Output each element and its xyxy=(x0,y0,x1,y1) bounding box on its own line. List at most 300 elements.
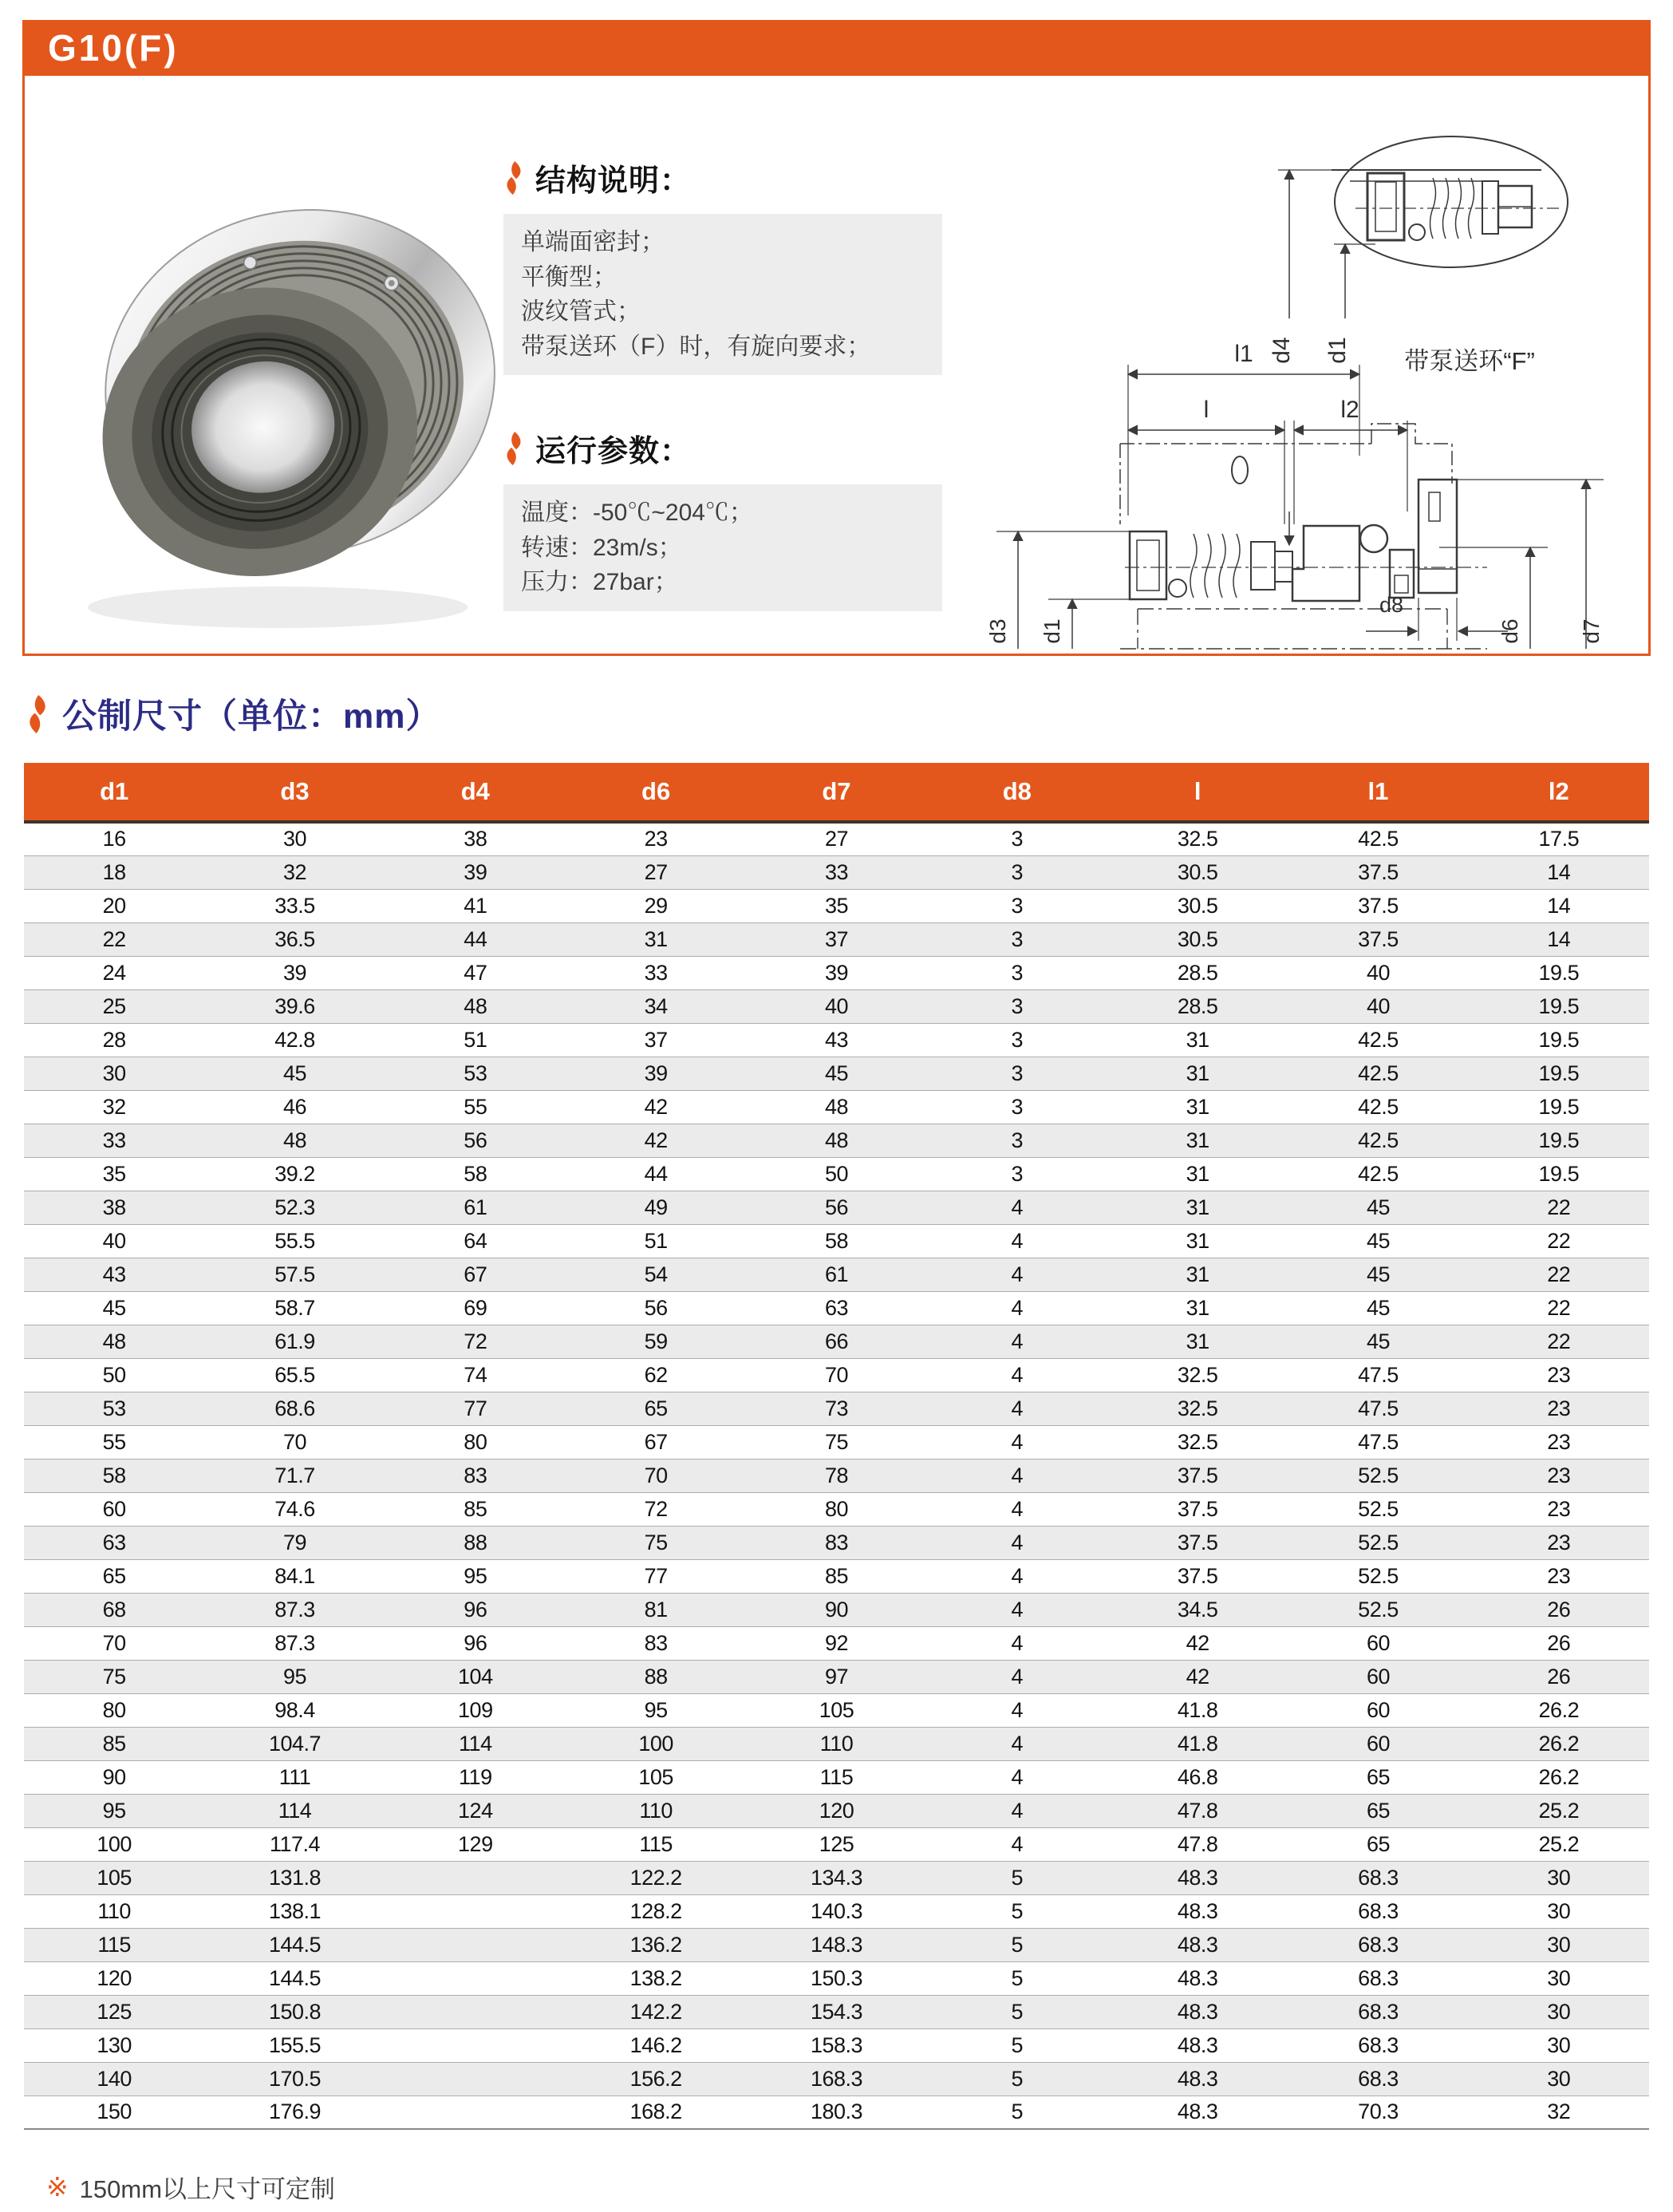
table-row xyxy=(24,1995,1649,2028)
table-cell: 80 xyxy=(102,1697,126,1722)
table-cell: 65 xyxy=(1366,1764,1390,1789)
table-cell: 37 xyxy=(824,926,848,951)
table-cell: 122.2 xyxy=(629,1865,682,1890)
dim-label-d4: d4 xyxy=(1269,337,1295,364)
table-cell: 42.5 xyxy=(1358,1161,1399,1186)
table-cell: 23 xyxy=(1547,1563,1571,1588)
flame-icon xyxy=(26,695,49,733)
table-cell: 33 xyxy=(102,1128,126,1152)
table-cell: 19.5 xyxy=(1538,1094,1580,1119)
table-cell: 47.8 xyxy=(1177,1798,1218,1823)
table-cell: 83 xyxy=(464,1463,487,1487)
table-cell: 23 xyxy=(1547,1396,1571,1420)
table-cell: 77 xyxy=(644,1563,668,1588)
table-cell: 4 xyxy=(1011,1764,1024,1789)
column-header: l1 xyxy=(1288,763,1468,822)
table-cell: 154.3 xyxy=(810,1999,863,2024)
table-row xyxy=(24,1157,1649,1191)
table-cell: 31 xyxy=(1186,1329,1209,1353)
table-cell: 45 xyxy=(1366,1295,1390,1320)
table-row xyxy=(24,889,1649,922)
table-cell: 23 xyxy=(1547,1463,1571,1487)
table-row xyxy=(24,1794,1649,1827)
table-cell: 4 xyxy=(1011,1463,1024,1487)
table-cell: 31 xyxy=(1186,1128,1209,1152)
table-cell: 42 xyxy=(1186,1630,1209,1655)
table-cell: 129 xyxy=(458,1831,493,1856)
table-cell: 90 xyxy=(102,1764,126,1789)
structure-line: 带泵送环（F）时，有旋向要求； xyxy=(521,333,871,360)
table-cell: 136.2 xyxy=(629,1932,682,1957)
table-cell: 81 xyxy=(644,1597,668,1621)
table-cell: 4 xyxy=(1011,1329,1024,1353)
table-cell: 19.5 xyxy=(1538,1061,1580,1085)
table-cell: 42 xyxy=(1186,1664,1209,1689)
description-column xyxy=(503,156,942,611)
table-cell: 48.3 xyxy=(1177,2032,1218,2057)
table-row xyxy=(24,1559,1649,1593)
table-cell: 156.2 xyxy=(629,2066,682,2091)
table-cell: 61 xyxy=(824,1262,848,1286)
table-cell: 31 xyxy=(1186,1061,1209,1085)
table-cell: 95 xyxy=(102,1798,126,1823)
dim-label-d7: d7 xyxy=(1579,618,1604,644)
table-cell: 45 xyxy=(1366,1329,1390,1353)
table-cell: 48 xyxy=(824,1094,848,1119)
structure-line: 平衡型； xyxy=(521,263,617,290)
table-cell: 33.5 xyxy=(274,893,315,918)
table-cell: 37.5 xyxy=(1358,893,1399,918)
table-cell: 80 xyxy=(824,1496,848,1521)
table-cell: 52.3 xyxy=(274,1195,315,1219)
table-cell: 23 xyxy=(1547,1362,1571,1387)
table-cell: 48.3 xyxy=(1177,2066,1218,2091)
table-cell: 32 xyxy=(102,1094,126,1119)
table-cell: 56 xyxy=(464,1128,487,1152)
table-cell: 58 xyxy=(102,1463,126,1487)
table-cell: 25 xyxy=(102,993,126,1018)
table-cell: 4 xyxy=(1011,1597,1024,1621)
table-cell: 180.3 xyxy=(810,2099,863,2124)
table-cell: 19.5 xyxy=(1538,1027,1580,1052)
table-cell: 63 xyxy=(102,1530,126,1554)
table-cell: 60 xyxy=(1366,1697,1390,1722)
table-cell: 31 xyxy=(1186,1262,1209,1286)
table-cell: 38 xyxy=(464,827,487,851)
table-cell: 3 xyxy=(1011,1094,1024,1119)
table-cell: 48 xyxy=(282,1128,307,1152)
table-cell: 67 xyxy=(464,1262,487,1286)
table-cell: 37 xyxy=(644,1027,668,1052)
column-header: l2 xyxy=(1469,763,1649,822)
table-row xyxy=(24,2028,1649,2062)
seal-ring-photo xyxy=(42,164,521,642)
table-cell: 4 xyxy=(1011,1831,1024,1856)
table-cell: 83 xyxy=(824,1530,848,1554)
flame-icon xyxy=(503,432,524,465)
table-cell: 95 xyxy=(644,1697,668,1722)
table-cell: 32 xyxy=(282,859,307,884)
table-row xyxy=(24,855,1649,889)
table-cell: 66 xyxy=(824,1329,848,1353)
table-cell: 98.4 xyxy=(274,1697,315,1722)
table-cell: 4 xyxy=(1011,1798,1024,1823)
table-cell: 56 xyxy=(824,1195,848,1219)
table-cell: 22 xyxy=(1547,1262,1571,1286)
table-cell: 58 xyxy=(464,1161,487,1186)
table-cell: 71.7 xyxy=(274,1463,315,1487)
table-cell xyxy=(385,1894,566,1928)
table-cell: 39.6 xyxy=(274,993,315,1018)
table-cell: 4 xyxy=(1011,1530,1024,1554)
table-cell: 55 xyxy=(464,1094,487,1119)
product-model-title: G10(F) xyxy=(48,27,179,69)
column-header: d7 xyxy=(746,763,926,822)
table-cell: 42.8 xyxy=(274,1027,315,1052)
table-cell: 68.3 xyxy=(1358,1898,1399,1923)
table-cell: 55 xyxy=(102,1429,126,1454)
params-line: 转速：23m/s； xyxy=(521,534,682,561)
table-cell: 65 xyxy=(1366,1831,1390,1856)
table-cell: 31 xyxy=(644,926,668,951)
table-cell: 4 xyxy=(1011,1396,1024,1420)
table-row xyxy=(24,1224,1649,1258)
column-header: d8 xyxy=(927,763,1107,822)
table-cell: 68.3 xyxy=(1358,1999,1399,2024)
structure-section-heading xyxy=(503,156,942,199)
table-cell: 65.5 xyxy=(274,1362,315,1387)
table-cell: 115 xyxy=(639,1831,673,1856)
table-cell: 3 xyxy=(1011,1061,1024,1085)
table-cell: 26.2 xyxy=(1538,1697,1580,1722)
table-cell: 67 xyxy=(644,1429,668,1454)
table-cell: 3 xyxy=(1011,859,1024,884)
table-cell: 105 xyxy=(97,1865,132,1890)
table-cell: 128.2 xyxy=(629,1898,682,1923)
table-row xyxy=(24,1660,1649,1693)
table-cell: 26 xyxy=(1547,1664,1571,1689)
table-cell: 25.2 xyxy=(1538,1798,1580,1823)
table-cell: 44 xyxy=(464,926,487,951)
table-cell: 48 xyxy=(824,1128,848,1152)
table-cell: 30 xyxy=(1547,2032,1571,2057)
table-cell: 70 xyxy=(644,1463,668,1487)
table-cell: 31 xyxy=(1186,1295,1209,1320)
table-cell: 78 xyxy=(824,1463,848,1487)
table-cell: 34.5 xyxy=(1177,1597,1218,1621)
table-cell: 23 xyxy=(644,827,668,851)
table-cell: 72 xyxy=(464,1329,487,1353)
table-cell: 30 xyxy=(102,1061,126,1085)
table-row xyxy=(24,1057,1649,1090)
table-cell: 61 xyxy=(464,1195,487,1219)
table-cell: 64 xyxy=(464,1228,487,1253)
table-cell xyxy=(385,1928,566,1961)
table-cell: 22 xyxy=(1547,1195,1571,1219)
table-cell: 30 xyxy=(1547,1898,1571,1923)
table-cell: 85 xyxy=(464,1496,487,1521)
reference-mark-icon: ※ xyxy=(46,2172,69,2202)
table-cell: 62 xyxy=(644,1362,668,1387)
table-cell: 142.2 xyxy=(629,1999,682,2024)
table-cell: 168.3 xyxy=(810,2066,863,2091)
table-cell: 23 xyxy=(1547,1496,1571,1521)
table-cell: 14 xyxy=(1547,859,1571,884)
table-cell: 4 xyxy=(1011,1664,1024,1689)
table-cell: 58.7 xyxy=(274,1295,315,1320)
table-cell: 111 xyxy=(278,1764,311,1789)
dim-label-l2: l2 xyxy=(1340,397,1359,423)
table-cell: 37.5 xyxy=(1358,926,1399,951)
table-cell: 75 xyxy=(824,1429,848,1454)
table-cell: 26 xyxy=(1547,1630,1571,1655)
table-cell: 5 xyxy=(1011,2099,1024,2124)
table-cell: 30.5 xyxy=(1177,926,1218,951)
table-cell: 22 xyxy=(102,926,126,951)
table-cell: 3 xyxy=(1011,827,1024,851)
table-cell: 56 xyxy=(644,1295,668,1320)
table-row xyxy=(24,1492,1649,1526)
table-cell: 34 xyxy=(644,993,668,1018)
dim-label-d3: d3 xyxy=(985,618,1010,644)
table-cell: 68.3 xyxy=(1358,1965,1399,1990)
cross-section-drawing xyxy=(929,81,1639,650)
table-cell: 110 xyxy=(639,1798,673,1823)
table-cell: 3 xyxy=(1011,926,1024,951)
table-cell: 33 xyxy=(644,960,668,985)
table-cell: 3 xyxy=(1011,993,1024,1018)
table-cell: 73 xyxy=(824,1396,848,1420)
table-cell xyxy=(385,1861,566,1894)
table-cell: 42.5 xyxy=(1358,1027,1399,1052)
table-cell: 39.2 xyxy=(274,1161,315,1186)
table-cell: 5 xyxy=(1011,1999,1024,2024)
dim-label-l: l xyxy=(1203,397,1209,423)
table-cell: 52.5 xyxy=(1358,1530,1399,1554)
column-header: d1 xyxy=(24,763,204,822)
table-cell: 31 xyxy=(1186,1195,1209,1219)
table-row xyxy=(24,822,1649,855)
table-cell: 16 xyxy=(102,827,126,851)
table-cell: 30.5 xyxy=(1177,859,1218,884)
technical-drawing xyxy=(929,81,1639,654)
table-cell: 48.3 xyxy=(1177,2099,1218,2124)
table-cell: 140 xyxy=(97,2066,132,2091)
table-cell: 35 xyxy=(102,1161,126,1186)
params-heading-text: 运行参数： xyxy=(535,435,692,468)
title-banner xyxy=(22,20,1651,76)
params-line: 温度：-50℃~204℃； xyxy=(521,500,753,526)
table-cell: 75 xyxy=(102,1664,126,1689)
table-cell: 120 xyxy=(97,1965,132,1990)
table-cell: 65 xyxy=(644,1396,668,1420)
table-cell: 27 xyxy=(644,859,668,884)
table-cell: 51 xyxy=(464,1027,487,1052)
table-row xyxy=(24,1425,1649,1459)
table-cell: 52.5 xyxy=(1358,1496,1399,1521)
table-header-row xyxy=(24,763,1649,822)
table-cell: 131.8 xyxy=(268,1865,322,1890)
table-cell: 68.3 xyxy=(1358,2032,1399,2057)
table-cell: 138.1 xyxy=(268,1898,322,1923)
table-cell: 97 xyxy=(824,1664,848,1689)
table-cell: 138.2 xyxy=(629,1965,682,1990)
table-cell: 41 xyxy=(464,893,487,918)
table-cell: 30 xyxy=(1547,1965,1571,1990)
table-cell: 48 xyxy=(102,1329,126,1353)
table-cell: 4 xyxy=(1011,1563,1024,1588)
table-cell: 31 xyxy=(1186,1161,1209,1186)
table-cell: 30 xyxy=(1547,1865,1571,1890)
table-cell: 146.2 xyxy=(629,2032,682,2057)
table-cell: 54 xyxy=(644,1262,668,1286)
table-cell: 114 xyxy=(459,1731,492,1756)
table-cell: 48.3 xyxy=(1177,1898,1218,1923)
table-row xyxy=(24,1693,1649,1727)
structure-description xyxy=(503,214,942,375)
table-row xyxy=(24,1760,1649,1794)
table-cell: 87.3 xyxy=(274,1630,315,1655)
table-cell: 30.5 xyxy=(1177,893,1218,918)
metric-section-title xyxy=(26,689,440,738)
table-cell: 5 xyxy=(1011,1965,1024,1990)
dim-label-d1-left: d1 xyxy=(1040,618,1064,644)
table-cell: 5 xyxy=(1011,1898,1024,1923)
table-cell: 176.9 xyxy=(268,2099,322,2124)
table-cell: 32.5 xyxy=(1177,827,1218,851)
table-cell xyxy=(385,2028,566,2062)
table-cell: 19.5 xyxy=(1538,1161,1580,1186)
table-cell: 65 xyxy=(102,1563,126,1588)
table-cell: 47.8 xyxy=(1177,1831,1218,1856)
table-cell: 150.3 xyxy=(810,1965,863,1990)
table-cell xyxy=(385,1995,566,2028)
table-row xyxy=(24,1023,1649,1057)
params-description xyxy=(503,484,942,611)
table-cell: 104 xyxy=(458,1664,493,1689)
table-cell: 3 xyxy=(1011,893,1024,918)
table-cell: 100 xyxy=(638,1731,673,1756)
table-cell: 52.5 xyxy=(1358,1563,1399,1588)
table-cell: 4 xyxy=(1011,1195,1024,1219)
table-cell: 40 xyxy=(1366,960,1390,985)
table-cell: 70 xyxy=(824,1362,848,1387)
footnote-text: 150mm以上尺寸可定制 xyxy=(79,2175,336,2203)
structure-line: 单端面密封； xyxy=(521,229,665,255)
table-row xyxy=(24,956,1649,989)
table-row xyxy=(24,1392,1649,1425)
table-cell: 115 xyxy=(819,1764,854,1789)
table-cell: 40 xyxy=(102,1228,126,1253)
table-body xyxy=(24,822,1649,2129)
table-row xyxy=(24,1090,1649,1124)
table-cell: 5 xyxy=(1011,2066,1024,2091)
table-cell: 49 xyxy=(644,1195,668,1219)
table-cell: 48.3 xyxy=(1177,1932,1218,1957)
table-cell: 117.4 xyxy=(269,1831,321,1856)
table-cell: 120 xyxy=(819,1798,854,1823)
table-cell: 45 xyxy=(1366,1228,1390,1253)
table-cell: 168.2 xyxy=(629,2099,682,2124)
table-cell: 77 xyxy=(464,1396,487,1420)
table-cell: 4 xyxy=(1011,1362,1024,1387)
table-cell: 80 xyxy=(464,1429,487,1454)
table-cell: 119 xyxy=(459,1764,492,1789)
table-cell: 63 xyxy=(824,1295,848,1320)
table-cell: 46 xyxy=(282,1094,307,1119)
table-cell: 155.5 xyxy=(268,2032,322,2057)
table-cell: 42.5 xyxy=(1358,1094,1399,1119)
table-cell: 60 xyxy=(1366,1731,1390,1756)
table-cell: 95 xyxy=(282,1664,307,1689)
table-row xyxy=(24,1124,1649,1157)
column-header: d4 xyxy=(385,763,566,822)
table-cell: 36.5 xyxy=(274,926,315,951)
table-cell: 58 xyxy=(824,1228,848,1253)
table-cell: 115 xyxy=(97,1932,131,1957)
table-cell: 125 xyxy=(819,1831,854,1856)
table-cell: 69 xyxy=(464,1295,487,1320)
table-cell: 43 xyxy=(102,1262,126,1286)
table-cell: 70.3 xyxy=(1358,2099,1399,2124)
table-cell: 79 xyxy=(282,1530,307,1554)
table-cell: 84.1 xyxy=(274,1563,315,1588)
table-cell: 39 xyxy=(282,960,307,985)
table-head xyxy=(24,763,1649,822)
table-row xyxy=(24,1961,1649,1995)
table-cell xyxy=(385,2062,566,2095)
table-cell: 47.5 xyxy=(1358,1362,1399,1387)
table-cell: 51 xyxy=(644,1228,668,1253)
table-cell: 5 xyxy=(1011,1865,1024,1890)
table-cell: 26.2 xyxy=(1538,1764,1580,1789)
table-cell: 30 xyxy=(1547,1999,1571,2024)
table-cell: 48.3 xyxy=(1177,1865,1218,1890)
params-section-heading xyxy=(503,426,942,470)
table-row xyxy=(24,989,1649,1023)
table-cell: 47.5 xyxy=(1358,1429,1399,1454)
structure-heading-text: 结构说明： xyxy=(535,164,692,198)
table-cell: 3 xyxy=(1011,1128,1024,1152)
table-cell: 4 xyxy=(1011,1630,1024,1655)
table-row xyxy=(24,1861,1649,1894)
table-row xyxy=(24,1191,1649,1224)
structure-line: 波纹管式； xyxy=(521,298,641,325)
table-cell: 31 xyxy=(1186,1228,1209,1253)
table-row xyxy=(24,1459,1649,1492)
table-cell: 31 xyxy=(1186,1027,1209,1052)
table-cell: 40 xyxy=(1366,993,1390,1018)
table-cell: 32.5 xyxy=(1177,1396,1218,1420)
table-cell: 30 xyxy=(282,827,307,851)
table-row xyxy=(24,2062,1649,2095)
table-cell: 114 xyxy=(278,1798,312,1823)
table-row xyxy=(24,1291,1649,1325)
table-cell: 39 xyxy=(644,1061,668,1085)
table-row xyxy=(24,1894,1649,1928)
table-cell: 96 xyxy=(464,1597,487,1621)
table-cell: 52.5 xyxy=(1358,1463,1399,1487)
table-row xyxy=(24,1827,1649,1861)
table-cell: 37.5 xyxy=(1177,1563,1218,1588)
table-row xyxy=(24,1526,1649,1559)
table-cell: 45 xyxy=(102,1295,126,1320)
table-cell: 109 xyxy=(458,1697,493,1722)
table-cell: 26.2 xyxy=(1538,1731,1580,1756)
table-cell: 37.5 xyxy=(1177,1496,1218,1521)
table-cell: 48.3 xyxy=(1177,1999,1218,2024)
table-cell: 28 xyxy=(102,1027,126,1052)
